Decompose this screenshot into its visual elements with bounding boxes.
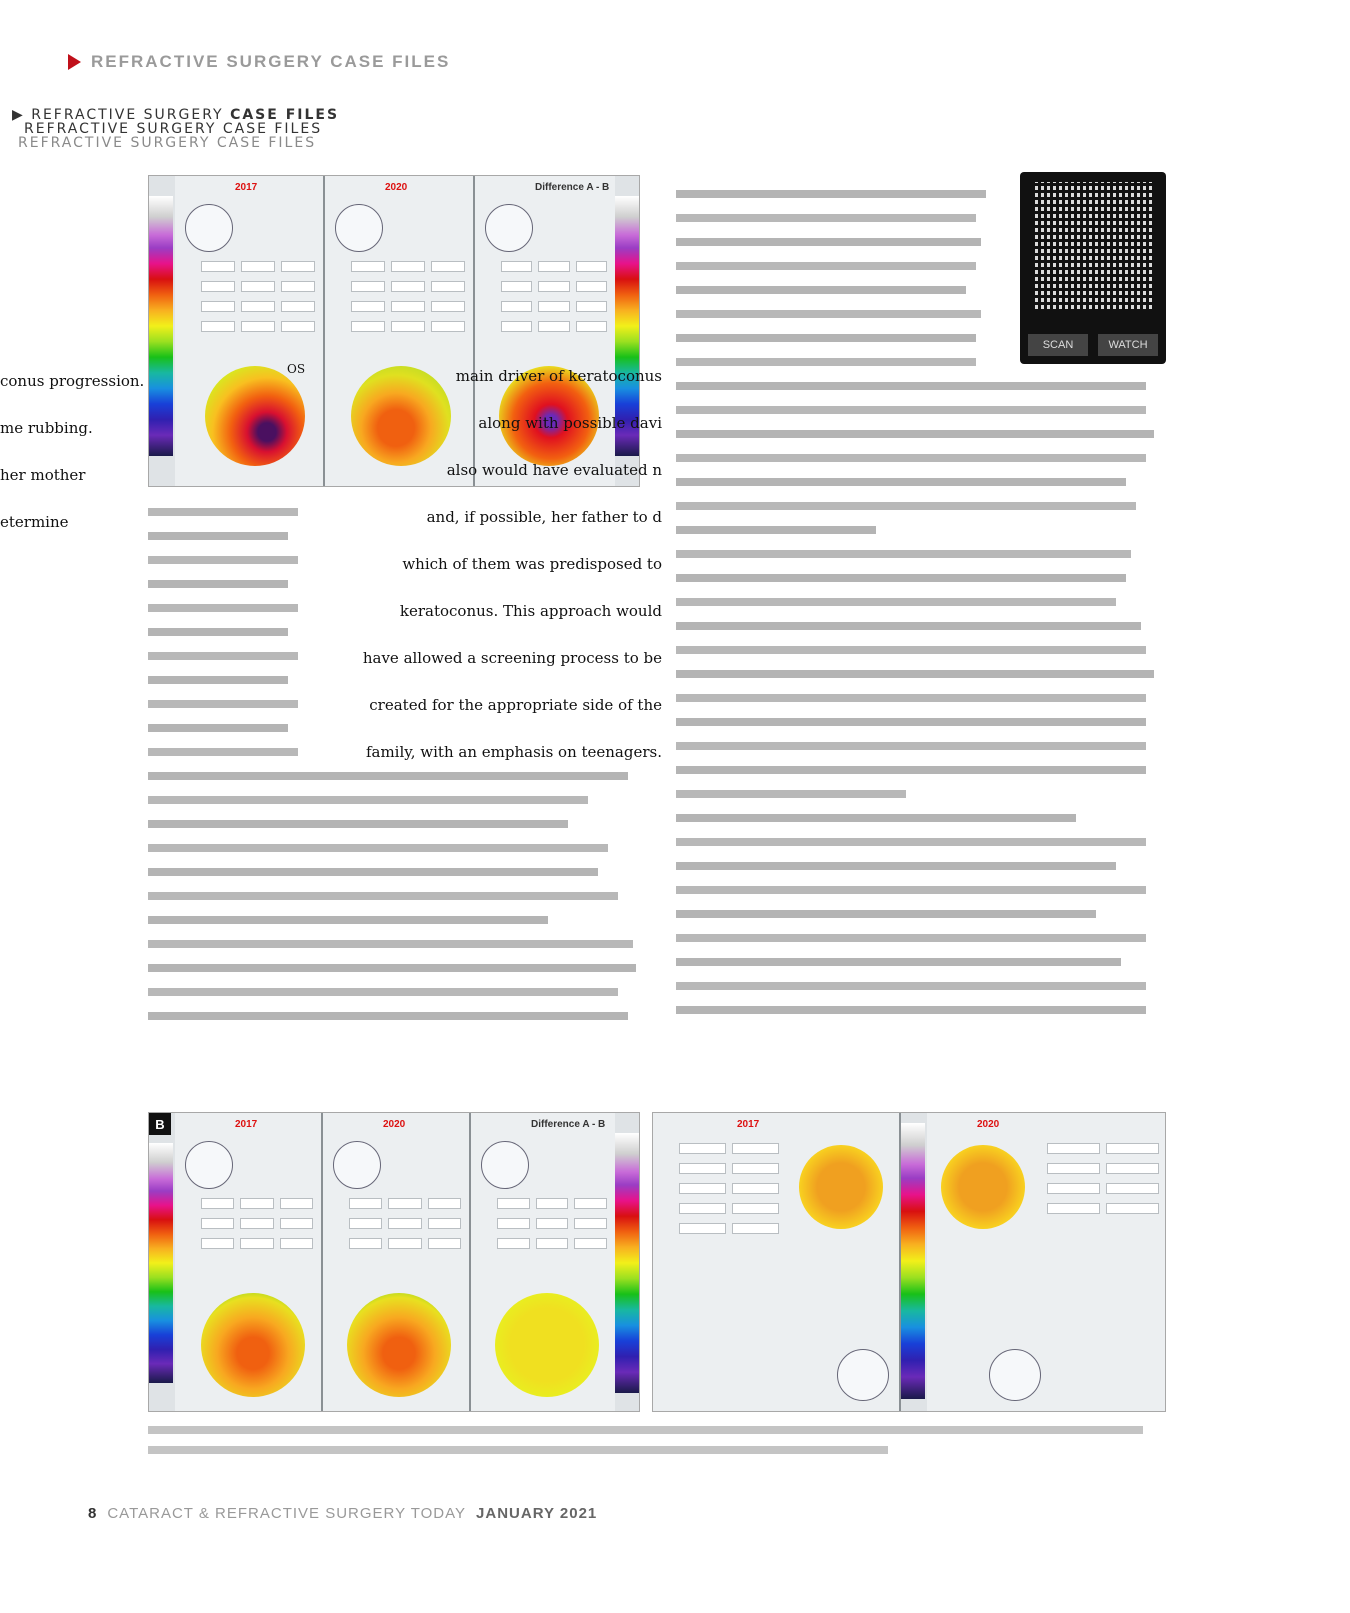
section-tag	[68, 52, 450, 72]
body-text-right-column	[676, 182, 1156, 1030]
issue-date: JANUARY 2021	[476, 1505, 598, 1522]
panel-title: 2020	[385, 182, 408, 193]
axis-dial-icon	[481, 1141, 529, 1189]
analysis-panel-1: 2017	[653, 1113, 901, 1411]
qr-scan-button[interactable]: SCAN	[1028, 334, 1088, 356]
panel-title: Difference A - B	[535, 182, 610, 193]
axis-dial-icon	[185, 204, 233, 252]
running-header-line-3: REFRACTIVE SURGERY CASE FILES	[18, 135, 317, 151]
overlay-paragraph: main driver of keratoconus along with possible davi also would have evaluated n and, if possible, her father to d which of them was predisposed to keratoconus. This approach would have allowed a screening process to be created for the appropriate side of the family, with an emphasis on teenagers.	[362, 367, 662, 761]
axis-dial-icon	[335, 204, 383, 252]
topo-panel-3: Difference A - B	[471, 1113, 615, 1411]
axis-dial-icon	[333, 1141, 381, 1189]
page-footer	[88, 1505, 597, 1522]
color-scale-center	[901, 1123, 925, 1399]
running-header-line-1: ▶ REFRACTIVE SURGERY CASE FILES	[12, 107, 340, 123]
panel-title: 2017	[235, 182, 258, 193]
axis-dial-icon	[989, 1349, 1041, 1401]
topo-panel-1: 2017	[175, 1113, 323, 1411]
axis-dial-icon	[837, 1349, 889, 1401]
figure-caption	[148, 1420, 1148, 1454]
topography-figure-c	[652, 1112, 1166, 1412]
running-header	[12, 108, 339, 150]
curvature-map	[347, 1293, 451, 1397]
topo-panel-2: 2020	[323, 1113, 471, 1411]
difference-map	[495, 1293, 599, 1397]
overlay-left-fragments: conus progression. me rubbing. her mother etermine	[0, 372, 145, 531]
triangle-marker-icon	[68, 54, 81, 70]
elevation-map	[799, 1145, 883, 1229]
curvature-map	[205, 366, 305, 466]
eye-label: OS	[287, 362, 306, 376]
page-number: 8	[88, 1505, 98, 1522]
publication-name: CATARACT & REFRACTIVE SURGERY TODAY	[107, 1505, 467, 1522]
topography-figure-b	[148, 1112, 640, 1412]
qr-watch-button[interactable]: WATCH	[1098, 334, 1158, 356]
color-scale-left	[149, 196, 173, 456]
color-scale-left	[149, 1143, 173, 1383]
color-scale-right	[615, 1133, 639, 1393]
axis-dial-icon	[485, 204, 533, 252]
figure-label-b: B	[149, 1113, 171, 1135]
axis-dial-icon	[185, 1141, 233, 1189]
curvature-map	[201, 1293, 305, 1397]
elevation-map	[941, 1145, 1025, 1229]
section-tag-label: REFRACTIVE SURGERY CASE FILES	[91, 52, 451, 71]
running-header-line-2: REFRACTIVE SURGERY CASE FILES	[24, 121, 323, 137]
analysis-panel-2: 2020	[927, 1113, 1165, 1411]
